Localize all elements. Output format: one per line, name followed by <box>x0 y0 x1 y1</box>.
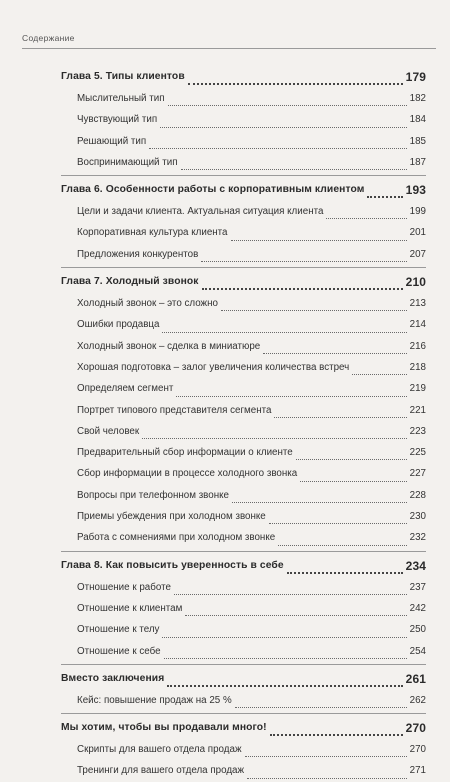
subsection-entry-page-number: 271 <box>409 765 426 777</box>
dot-leader <box>188 83 403 85</box>
subsection-entry[interactable] <box>61 598 426 619</box>
dot-leader <box>269 523 407 524</box>
subsection-entry-label: Холодный звонок – это сложно <box>77 298 218 310</box>
subsection-entry[interactable] <box>61 690 426 711</box>
subsection-entry[interactable] <box>61 131 426 152</box>
subsection-entry-page-number: 216 <box>409 340 426 352</box>
dot-leader <box>278 545 406 546</box>
chapter-entry[interactable] <box>61 555 426 577</box>
subsection-entry-label: Работа с сомнениями при холодном звонке <box>77 532 276 544</box>
subsection-entry-page-number: 218 <box>409 361 426 373</box>
subsection-entry-page-number: 262 <box>409 694 426 706</box>
subsection-entry[interactable] <box>61 641 426 662</box>
subsection-entry[interactable] <box>61 760 426 781</box>
dot-leader <box>174 594 407 595</box>
subsection-entry-label: Отношение к клиентам <box>77 602 183 614</box>
subsection-entry[interactable] <box>61 577 426 598</box>
subsection-entry-label: Вопросы при телефонном звонке <box>77 489 229 501</box>
subsection-entry[interactable] <box>61 201 426 222</box>
section-divider <box>61 175 426 176</box>
dot-leader <box>142 438 406 439</box>
subsection-entry-label: Хорошая подготовка – залог увеличения количества встреч <box>77 361 350 373</box>
subsection-entry[interactable] <box>61 378 426 399</box>
subsection-entry[interactable] <box>61 244 426 265</box>
subsection-entry-label: Мыслительный тип <box>77 93 165 104</box>
subsection-entry-page-number: 254 <box>409 645 426 657</box>
subsection-entry[interactable] <box>61 527 426 548</box>
header-rule <box>22 48 436 49</box>
dot-leader <box>247 778 407 779</box>
subsection-entry-label: Отношение к себе <box>77 645 161 657</box>
subsection-entry[interactable] <box>61 109 426 130</box>
subsection-entry-label: Тренинги для вашего отдела продаж <box>77 765 245 777</box>
chapter-entry-label: Мы хотим, чтобы вы продавали много! <box>61 722 267 734</box>
dot-leader <box>296 459 407 460</box>
subsection-entry-label: Чувствующий тип <box>77 114 158 126</box>
chapter-entry-page-number: 270 <box>405 721 426 736</box>
subsection-entry[interactable] <box>61 442 426 463</box>
subsection-entry-page-number: 232 <box>409 532 426 544</box>
subsection-entry-label: Холодный звонок – сделка в миниатюре <box>77 340 261 352</box>
dot-leader <box>245 756 407 757</box>
subsection-entry-page-number: 187 <box>409 156 426 168</box>
dot-leader <box>202 288 403 290</box>
subsection-entry[interactable] <box>61 421 426 442</box>
chapter-entry[interactable] <box>61 179 426 201</box>
subsection-entry-label: Воспринимающий тип <box>77 156 178 168</box>
subsection-entry-page-number: 199 <box>409 206 426 218</box>
subsection-entry[interactable] <box>61 485 426 506</box>
dot-leader <box>235 707 407 708</box>
subsection-entry-page-number: 213 <box>409 298 426 310</box>
subsection-entry[interactable] <box>61 88 426 109</box>
dot-leader <box>185 615 406 616</box>
subsection-entry-page-number: 185 <box>409 135 426 147</box>
chapter-entry-label: Глава 8. Как повысить уверенность в себе <box>61 559 284 571</box>
subsection-entry-label: Отношение к работе <box>77 581 171 593</box>
subsection-entry[interactable] <box>61 400 426 421</box>
subsection-entry[interactable] <box>61 152 426 173</box>
dot-leader <box>300 481 406 482</box>
dot-leader <box>162 332 406 333</box>
subsection-entry-label: Предварительный сбор информации о клиенте <box>77 447 293 459</box>
dot-leader <box>231 240 407 241</box>
subsection-entry-page-number: 214 <box>409 319 426 331</box>
subsection-entry-label: Определяем сегмент <box>77 383 174 395</box>
chapter-entry-page-number: 179 <box>405 70 426 84</box>
dot-leader <box>167 685 402 687</box>
subsection-entry[interactable] <box>61 336 426 357</box>
section-divider <box>61 713 426 714</box>
subsection-entry[interactable] <box>61 293 426 314</box>
subsection-entry[interactable] <box>61 619 426 640</box>
subsection-entry-page-number: 225 <box>409 447 426 459</box>
subsection-entry-page-number: 237 <box>409 581 426 593</box>
dot-leader <box>181 169 407 170</box>
chapter-entry-label: Глава 6. Особенности работы с корпоративным клиентом <box>61 184 365 196</box>
dot-leader <box>352 374 406 375</box>
dot-leader <box>162 637 406 638</box>
subsection-entry-label: Предложения конкурентов <box>77 248 199 260</box>
dot-leader <box>149 148 406 149</box>
dot-leader <box>160 127 407 128</box>
subsection-entry-page-number: 250 <box>409 624 426 636</box>
subsection-entry-label: Приемы убеждения при холодном звонке <box>77 511 266 523</box>
subsection-entry-label: Решающий тип <box>77 135 147 147</box>
dot-leader <box>176 396 406 397</box>
chapter-entry-page-number: 193 <box>405 183 426 198</box>
subsection-entry[interactable] <box>61 222 426 243</box>
section-divider <box>61 551 426 552</box>
chapter-entry-label: Глава 7. Холодный звонок <box>61 276 199 288</box>
chapter-entry-label: Вместо заключения <box>61 672 165 684</box>
running-header: Содержание <box>22 33 75 43</box>
subsection-entry[interactable] <box>61 463 426 484</box>
subsection-entry-page-number: 182 <box>409 93 426 104</box>
subsection-entry-label: Ошибки продавца <box>77 319 160 331</box>
subsection-entry-label: Кейс: повышение продаж на 25 % <box>77 694 232 706</box>
subsection-entry-page-number: 270 <box>409 744 426 756</box>
subsection-entry-page-number: 242 <box>409 602 426 614</box>
subsection-entry-label: Корпоративная культура клиента <box>77 227 228 239</box>
subsection-entry-page-number: 227 <box>409 468 426 480</box>
dot-leader <box>326 218 406 219</box>
subsection-entry-page-number: 223 <box>409 425 426 437</box>
chapter-entry[interactable] <box>61 668 426 690</box>
subsection-entry-page-number: 184 <box>409 114 426 126</box>
dot-leader <box>221 310 407 311</box>
subsection-entry-label: Цели и задачи клиента. Актуальная ситуация клиента <box>77 206 324 218</box>
chapter-entry-page-number: 234 <box>405 558 426 573</box>
dot-leader <box>274 417 406 418</box>
subsection-entry-label: Портрет типового представителя сегмента <box>77 404 272 416</box>
chapter-entry[interactable] <box>61 271 426 293</box>
subsection-entry-page-number: 228 <box>409 489 426 501</box>
subsection-entry[interactable] <box>61 739 426 760</box>
chapter-entry-page-number: 261 <box>405 671 426 686</box>
chapter-entry-page-number: 210 <box>405 275 426 290</box>
subsection-entry-label: Свой человек <box>77 425 140 437</box>
dot-leader <box>270 734 403 736</box>
subsection-entry-page-number: 219 <box>409 383 426 395</box>
dot-leader <box>367 196 402 198</box>
chapter-entry-label: Глава 5. Типы клиентов <box>61 71 185 82</box>
chapter-entry[interactable] <box>61 717 426 739</box>
subsection-entry-page-number: 230 <box>409 511 426 523</box>
subsection-entry[interactable] <box>61 506 426 527</box>
subsection-entry-page-number: 201 <box>409 227 426 239</box>
dot-leader <box>164 658 407 659</box>
subsection-entry-label: Отношение к телу <box>77 624 160 636</box>
chapter-entry[interactable] <box>61 66 426 88</box>
dot-leader <box>263 353 406 354</box>
dot-leader <box>287 572 403 574</box>
subsection-entry[interactable] <box>61 357 426 378</box>
table-of-contents <box>61 66 426 782</box>
section-divider <box>61 664 426 665</box>
dot-leader <box>201 261 406 262</box>
dot-leader <box>232 502 407 503</box>
subsection-entry-page-number: 207 <box>409 248 426 260</box>
subsection-entry-label: Сбор информации в процессе холодного звонка <box>77 468 298 480</box>
subsection-entry-label: Скрипты для вашего отдела продаж <box>77 744 242 756</box>
subsection-entry[interactable] <box>61 314 426 335</box>
dot-leader <box>168 105 407 106</box>
section-divider <box>61 267 426 268</box>
subsection-entry-page-number: 221 <box>409 404 426 416</box>
